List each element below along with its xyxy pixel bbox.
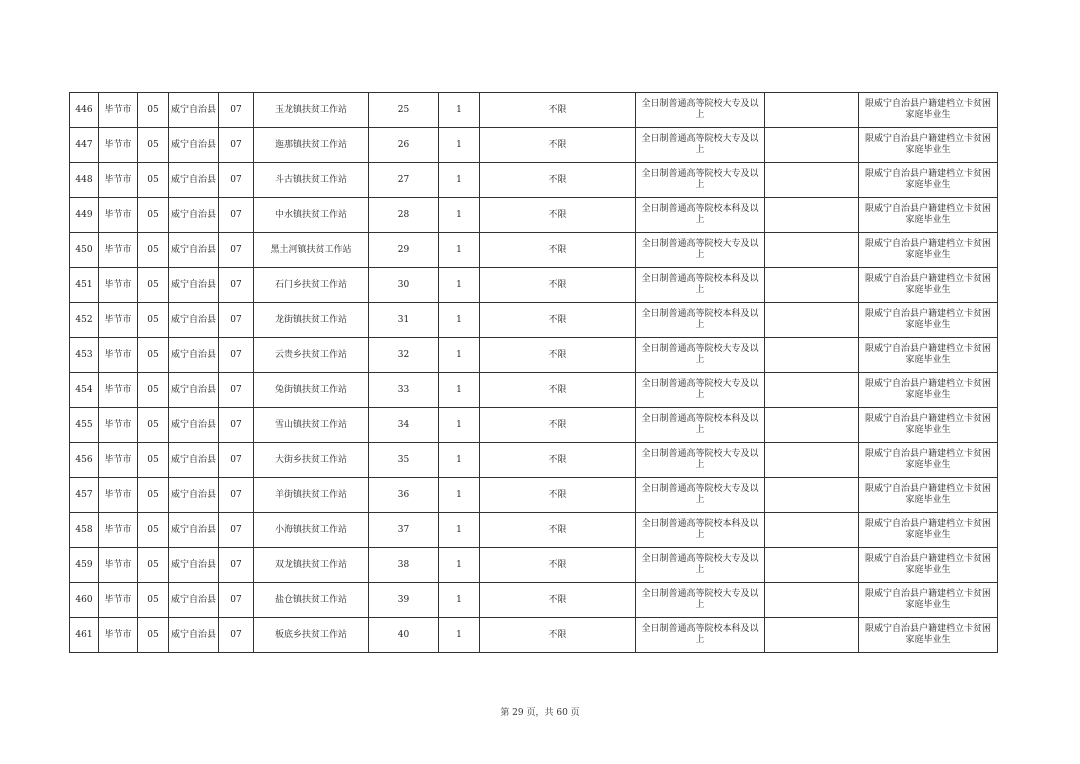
cell-other-requirements: 限威宁自治县户籍建档立卡贫困家庭毕业生	[859, 618, 998, 653]
cell-empty	[765, 268, 859, 303]
cell-other-requirements: 限威宁自治县户籍建档立卡贫困家庭毕业生	[859, 303, 998, 338]
cell-hire-count: 1	[439, 583, 480, 618]
cell-hire-count: 1	[439, 128, 480, 163]
cell-county-code: 07	[219, 478, 254, 513]
cell-major: 不限	[480, 513, 636, 548]
cell-education: 全日制普通高等院校本科及以上	[636, 303, 765, 338]
cell-unit-name: 石门乡扶贫工作站	[254, 268, 369, 303]
cell-county: 威宁自治县	[169, 513, 219, 548]
cell-hire-count: 1	[439, 478, 480, 513]
cell-unit-name: 板底乡扶贫工作站	[254, 618, 369, 653]
cell-post-code: 38	[369, 548, 439, 583]
cell-city-code: 05	[138, 93, 169, 128]
cell-other-requirements: 限威宁自治县户籍建档立卡贫困家庭毕业生	[859, 478, 998, 513]
cell-city: 毕节市	[99, 478, 138, 513]
cell-county: 威宁自治县	[169, 408, 219, 443]
cell-county-code: 07	[219, 268, 254, 303]
cell-city: 毕节市	[99, 93, 138, 128]
cell-row-number: 459	[70, 548, 99, 583]
cell-post-code: 31	[369, 303, 439, 338]
cell-other-requirements: 限威宁自治县户籍建档立卡贫困家庭毕业生	[859, 373, 998, 408]
cell-row-number: 451	[70, 268, 99, 303]
cell-unit-name: 双龙镇扶贫工作站	[254, 548, 369, 583]
cell-county: 威宁自治县	[169, 198, 219, 233]
table-row	[70, 513, 998, 548]
cell-other-requirements: 限威宁自治县户籍建档立卡贫困家庭毕业生	[859, 93, 998, 128]
cell-city: 毕节市	[99, 618, 138, 653]
cell-hire-count: 1	[439, 163, 480, 198]
cell-county: 威宁自治县	[169, 548, 219, 583]
cell-other-requirements: 限威宁自治县户籍建档立卡贫困家庭毕业生	[859, 583, 998, 618]
cell-education: 全日制普通高等院校大专及以上	[636, 163, 765, 198]
cell-unit-name: 小海镇扶贫工作站	[254, 513, 369, 548]
cell-county: 威宁自治县	[169, 128, 219, 163]
cell-empty	[765, 478, 859, 513]
table-row	[70, 233, 998, 268]
cell-major: 不限	[480, 443, 636, 478]
cell-other-requirements: 限威宁自治县户籍建档立卡贫困家庭毕业生	[859, 268, 998, 303]
cell-row-number: 453	[70, 338, 99, 373]
cell-major: 不限	[480, 163, 636, 198]
cell-post-code: 28	[369, 198, 439, 233]
cell-unit-name: 大街乡扶贫工作站	[254, 443, 369, 478]
cell-post-code: 40	[369, 618, 439, 653]
cell-major: 不限	[480, 408, 636, 443]
table-row	[70, 128, 998, 163]
cell-major: 不限	[480, 268, 636, 303]
cell-city-code: 05	[138, 338, 169, 373]
cell-city: 毕节市	[99, 408, 138, 443]
cell-county: 威宁自治县	[169, 303, 219, 338]
cell-city-code: 05	[138, 373, 169, 408]
cell-major: 不限	[480, 338, 636, 373]
cell-other-requirements: 限威宁自治县户籍建档立卡贫困家庭毕业生	[859, 513, 998, 548]
cell-post-code: 37	[369, 513, 439, 548]
cell-city: 毕节市	[99, 373, 138, 408]
cell-education: 全日制普通高等院校大专及以上	[636, 93, 765, 128]
cell-county-code: 07	[219, 233, 254, 268]
cell-empty	[765, 338, 859, 373]
cell-empty	[765, 93, 859, 128]
cell-city: 毕节市	[99, 128, 138, 163]
cell-hire-count: 1	[439, 93, 480, 128]
cell-unit-name: 兔街镇扶贫工作站	[254, 373, 369, 408]
page-number: 第 29 页，共 60 页	[500, 708, 580, 718]
cell-unit-name: 雪山镇扶贫工作站	[254, 408, 369, 443]
table-row	[70, 408, 998, 443]
cell-city-code: 05	[138, 198, 169, 233]
cell-hire-count: 1	[439, 338, 480, 373]
cell-empty	[765, 583, 859, 618]
cell-row-number: 457	[70, 478, 99, 513]
cell-county: 威宁自治县	[169, 618, 219, 653]
cell-hire-count: 1	[439, 443, 480, 478]
cell-county: 威宁自治县	[169, 478, 219, 513]
table-row	[70, 93, 998, 128]
cell-education: 全日制普通高等院校本科及以上	[636, 268, 765, 303]
cell-row-number: 449	[70, 198, 99, 233]
cell-other-requirements: 限威宁自治县户籍建档立卡贫困家庭毕业生	[859, 443, 998, 478]
cell-major: 不限	[480, 128, 636, 163]
cell-hire-count: 1	[439, 233, 480, 268]
cell-empty	[765, 128, 859, 163]
cell-city-code: 05	[138, 163, 169, 198]
cell-major: 不限	[480, 478, 636, 513]
cell-row-number: 460	[70, 583, 99, 618]
cell-city-code: 05	[138, 408, 169, 443]
cell-city: 毕节市	[99, 513, 138, 548]
cell-county: 威宁自治县	[169, 268, 219, 303]
cell-city-code: 05	[138, 513, 169, 548]
cell-city: 毕节市	[99, 583, 138, 618]
cell-row-number: 461	[70, 618, 99, 653]
table-row	[70, 443, 998, 478]
cell-city-code: 05	[138, 618, 169, 653]
cell-major: 不限	[480, 618, 636, 653]
cell-unit-name: 云贵乡扶贫工作站	[254, 338, 369, 373]
cell-county-code: 07	[219, 338, 254, 373]
table-row	[70, 548, 998, 583]
table-row	[70, 618, 998, 653]
cell-city: 毕节市	[99, 303, 138, 338]
cell-empty	[765, 163, 859, 198]
cell-county-code: 07	[219, 618, 254, 653]
cell-education: 全日制普通高等院校本科及以上	[636, 408, 765, 443]
cell-major: 不限	[480, 93, 636, 128]
cell-county: 威宁自治县	[169, 163, 219, 198]
cell-city-code: 05	[138, 233, 169, 268]
cell-education: 全日制普通高等院校本科及以上	[636, 198, 765, 233]
cell-county-code: 07	[219, 163, 254, 198]
cell-city: 毕节市	[99, 163, 138, 198]
cell-post-code: 30	[369, 268, 439, 303]
cell-post-code: 27	[369, 163, 439, 198]
cell-education: 全日制普通高等院校本科及以上	[636, 513, 765, 548]
cell-empty	[765, 373, 859, 408]
cell-other-requirements: 限威宁自治县户籍建档立卡贫困家庭毕业生	[859, 198, 998, 233]
cell-hire-count: 1	[439, 408, 480, 443]
cell-other-requirements: 限威宁自治县户籍建档立卡贫困家庭毕业生	[859, 128, 998, 163]
table-row	[70, 163, 998, 198]
cell-unit-name: 迤那镇扶贫工作站	[254, 128, 369, 163]
cell-hire-count: 1	[439, 548, 480, 583]
cell-empty	[765, 233, 859, 268]
cell-row-number: 454	[70, 373, 99, 408]
cell-city-code: 05	[138, 128, 169, 163]
cell-hire-count: 1	[439, 268, 480, 303]
cell-education: 全日制普通高等院校大专及以上	[636, 233, 765, 268]
cell-post-code: 26	[369, 128, 439, 163]
cell-city-code: 05	[138, 268, 169, 303]
cell-major: 不限	[480, 303, 636, 338]
cell-hire-count: 1	[439, 303, 480, 338]
cell-county-code: 07	[219, 583, 254, 618]
cell-other-requirements: 限威宁自治县户籍建档立卡贫困家庭毕业生	[859, 163, 998, 198]
cell-county-code: 07	[219, 443, 254, 478]
table-row	[70, 268, 998, 303]
cell-major: 不限	[480, 198, 636, 233]
cell-city: 毕节市	[99, 338, 138, 373]
cell-education: 全日制普通高等院校大专及以上	[636, 548, 765, 583]
cell-county-code: 07	[219, 128, 254, 163]
cell-row-number: 447	[70, 128, 99, 163]
cell-other-requirements: 限威宁自治县户籍建档立卡贫困家庭毕业生	[859, 233, 998, 268]
cell-city: 毕节市	[99, 233, 138, 268]
cell-row-number: 450	[70, 233, 99, 268]
cell-city: 毕节市	[99, 198, 138, 233]
cell-city: 毕节市	[99, 268, 138, 303]
cell-row-number: 446	[70, 93, 99, 128]
cell-post-code: 36	[369, 478, 439, 513]
cell-county-code: 07	[219, 93, 254, 128]
cell-empty	[765, 443, 859, 478]
cell-county-code: 07	[219, 373, 254, 408]
cell-city-code: 05	[138, 548, 169, 583]
cell-major: 不限	[480, 548, 636, 583]
cell-empty	[765, 408, 859, 443]
cell-unit-name: 中水镇扶贫工作站	[254, 198, 369, 233]
cell-post-code: 32	[369, 338, 439, 373]
cell-post-code: 25	[369, 93, 439, 128]
cell-hire-count: 1	[439, 618, 480, 653]
cell-row-number: 448	[70, 163, 99, 198]
cell-county: 威宁自治县	[169, 338, 219, 373]
table-body	[70, 93, 998, 653]
cell-other-requirements: 限威宁自治县户籍建档立卡贫困家庭毕业生	[859, 408, 998, 443]
cell-row-number: 456	[70, 443, 99, 478]
cell-county-code: 07	[219, 548, 254, 583]
cell-unit-name: 羊街镇扶贫工作站	[254, 478, 369, 513]
cell-education: 全日制普通高等院校大专及以上	[636, 338, 765, 373]
cell-post-code: 39	[369, 583, 439, 618]
cell-hire-count: 1	[439, 198, 480, 233]
cell-county: 威宁自治县	[169, 373, 219, 408]
cell-empty	[765, 198, 859, 233]
table-row	[70, 583, 998, 618]
cell-post-code: 33	[369, 373, 439, 408]
cell-city-code: 05	[138, 478, 169, 513]
cell-major: 不限	[480, 583, 636, 618]
cell-row-number: 458	[70, 513, 99, 548]
cell-empty	[765, 618, 859, 653]
cell-other-requirements: 限威宁自治县户籍建档立卡贫困家庭毕业生	[859, 548, 998, 583]
cell-education: 全日制普通高等院校本科及以上	[636, 618, 765, 653]
cell-county: 威宁自治县	[169, 233, 219, 268]
cell-empty	[765, 303, 859, 338]
cell-city-code: 05	[138, 303, 169, 338]
cell-education: 全日制普通高等院校大专及以上	[636, 478, 765, 513]
cell-county: 威宁自治县	[169, 583, 219, 618]
cell-education: 全日制普通高等院校大专及以上	[636, 373, 765, 408]
table-row	[70, 478, 998, 513]
cell-city-code: 05	[138, 443, 169, 478]
cell-education: 全日制普通高等院校大专及以上	[636, 583, 765, 618]
cell-unit-name: 龙街镇扶贫工作站	[254, 303, 369, 338]
cell-post-code: 29	[369, 233, 439, 268]
cell-empty	[765, 548, 859, 583]
cell-row-number: 455	[70, 408, 99, 443]
cell-city: 毕节市	[99, 548, 138, 583]
cell-hire-count: 1	[439, 373, 480, 408]
table-row	[70, 338, 998, 373]
cell-county-code: 07	[219, 408, 254, 443]
table-row	[70, 303, 998, 338]
cell-county-code: 07	[219, 198, 254, 233]
cell-unit-name: 玉龙镇扶贫工作站	[254, 93, 369, 128]
cell-education: 全日制普通高等院校大专及以上	[636, 128, 765, 163]
cell-hire-count: 1	[439, 513, 480, 548]
cell-row-number: 452	[70, 303, 99, 338]
cell-post-code: 34	[369, 408, 439, 443]
cell-county-code: 07	[219, 513, 254, 548]
cell-county: 威宁自治县	[169, 93, 219, 128]
cell-county-code: 07	[219, 303, 254, 338]
cell-major: 不限	[480, 233, 636, 268]
cell-city: 毕节市	[99, 443, 138, 478]
recruitment-table	[69, 92, 998, 653]
cell-post-code: 35	[369, 443, 439, 478]
cell-unit-name: 盐仓镇扶贫工作站	[254, 583, 369, 618]
cell-other-requirements: 限威宁自治县户籍建档立卡贫困家庭毕业生	[859, 338, 998, 373]
cell-education: 全日制普通高等院校大专及以上	[636, 443, 765, 478]
cell-empty	[765, 513, 859, 548]
table-row	[70, 373, 998, 408]
table-row	[70, 198, 998, 233]
cell-unit-name: 黑土河镇扶贫工作站	[254, 233, 369, 268]
cell-city-code: 05	[138, 583, 169, 618]
cell-major: 不限	[480, 373, 636, 408]
cell-unit-name: 斗古镇扶贫工作站	[254, 163, 369, 198]
cell-county: 威宁自治县	[169, 443, 219, 478]
